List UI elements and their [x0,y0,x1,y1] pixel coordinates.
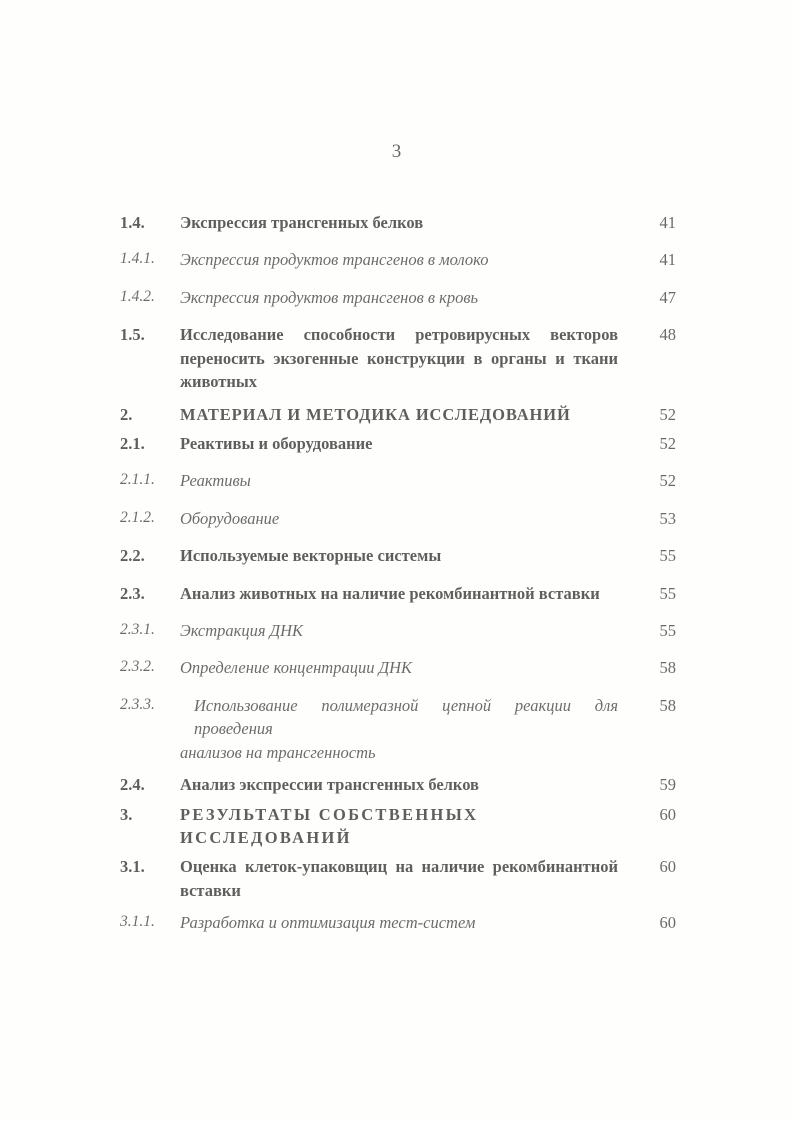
toc-entry-body [180,619,676,642]
toc-entry-body [180,773,676,796]
toc-entry-page: 41 [659,250,676,270]
toc-entry-title: Анализ экспрессии трансгенных белков [180,775,479,795]
toc-entry-page: 52 [659,433,676,453]
toc-entry-page: 60 [659,857,676,877]
toc-entry-page: 59 [659,775,676,795]
toc-entry-number: 1.4. [120,213,145,232]
toc-entry[interactable] [120,507,676,530]
toc-entry[interactable] [120,323,676,393]
toc-entry-number: 2.2. [120,546,145,566]
toc-entry-page: 55 [659,546,676,566]
toc-entry-body [180,323,676,393]
toc-entry-page: 52 [659,471,676,491]
toc-entry[interactable] [120,656,676,679]
toc-entry-body [180,694,676,764]
row-spacer [120,902,676,911]
toc-entry-page: 55 [659,621,676,641]
row-spacer [120,493,676,507]
toc-entry-title: Анализ животных на наличие рекомбинантной вставки [180,583,600,603]
toc-entry-title: Реактивы и оборудование [180,433,373,453]
toc-entry[interactable] [120,619,676,642]
toc-entry-title-line: Оценка клеток-упаковщиц на наличие рекомбинантной [180,857,618,877]
toc-entry-title [180,694,676,764]
row-spacer [120,309,676,323]
toc-entry-title-line: переносить экзогенные конструкции в органы и ткани [180,348,618,368]
toc-entry-title-line: Исследование способности ретровирусных векторов [180,325,618,345]
toc-entry-number: 2.3.3. [120,695,155,713]
toc-entry-title: Экспрессия продуктов трансгенов в молоко [180,250,489,270]
toc-entry[interactable] [120,582,676,605]
toc-entry-body [180,286,676,309]
toc-entry-number: 2.1.2. [120,508,155,526]
toc-entry-title: РЕЗУЛЬТАТЫ СОБСТВЕННЫХ ИССЛЕДОВАНИЙ [180,804,479,848]
toc-entry-page: 41 [659,213,676,232]
toc-entry-title: МАТЕРИАЛ И МЕТОДИКА ИССЛЕДОВАНИЙ [180,404,571,424]
toc-entry-number: 3.1.1. [120,913,155,931]
toc-entry-number: 2.1.1. [120,471,155,489]
toc-entry-title: Экстракция ДНК [180,621,304,641]
toc-entry-page: 60 [659,804,676,824]
toc-entry-body [180,582,676,605]
toc-entry[interactable] [120,432,676,455]
toc-entry-body [180,507,676,530]
toc-entry-page: 53 [659,508,676,528]
toc-entry-body [180,803,676,850]
toc-entry-number: 3.1. [120,857,145,877]
row-spacer [120,455,676,469]
toc-entry-number: 2. [120,404,133,424]
toc-entry-title-line: животных [180,372,258,392]
toc-entry[interactable] [120,248,676,271]
toc-entry-title-line: Использование полимеразной цепной реакции для проведения [194,695,618,739]
toc-entry-body [180,432,676,455]
toc-entry[interactable] [120,694,676,764]
toc-entry-page: 52 [659,404,676,424]
toc-entry-number: 1.4.2. [120,287,155,305]
toc-entry[interactable] [120,469,676,492]
toc-entry-number: 2.3.1. [120,621,155,639]
toc-entry-page: 58 [659,658,676,678]
row-spacer [120,568,676,582]
row-spacer [120,234,676,248]
toc-entry[interactable] [120,544,676,567]
row-spacer [120,642,676,656]
page-folio-number: 3 [391,141,402,162]
toc-entry[interactable] [120,773,676,796]
toc-entry-title: Реактивы [180,471,251,491]
toc-entry-number: 3. [120,804,133,824]
toc-entry[interactable] [120,286,676,309]
toc-entry-title: Используемые векторные системы [180,546,442,566]
toc-entry-title: Экспрессия трансгенных белков [180,213,424,232]
toc-entry[interactable] [120,855,676,902]
toc-entry-body [180,656,676,679]
toc-entry-number: 2.3.2. [120,658,155,676]
toc-entry-title: Разработка и оптимизация тест-систем [180,913,476,933]
toc-entry-title-line: анализов на трансгенность [180,742,376,762]
toc-entry[interactable] [120,211,676,234]
toc-entry-body [180,469,676,492]
row-spacer [120,394,676,403]
toc-entry-number: 2.1. [120,433,145,453]
toc-entry-title: Оборудование [180,508,280,528]
toc-entry-page: 48 [659,325,676,345]
toc-entry-title-line: вставки [180,880,241,900]
toc-entry-body [180,544,676,567]
row-spacer [120,764,676,773]
row-spacer [120,530,676,544]
toc-entry-title: Экспрессия продуктов трансгенов в кровь [180,287,479,307]
toc-entry-number: 2.4. [120,775,145,795]
toc-entry-body [180,211,676,234]
toc-entry-body [180,911,676,934]
toc-entry-title [180,855,676,902]
toc-entry-page: 60 [659,913,676,933]
toc-entry-body [180,248,676,271]
toc-entry-body [180,403,676,426]
toc-entry-page: 47 [659,287,676,307]
toc-entry-number: 1.5. [120,325,145,345]
toc-entry[interactable] [120,403,676,426]
toc-entry-page: 58 [659,695,676,715]
row-spacer [120,680,676,694]
toc-entry-body [180,855,676,902]
toc-entry-number: 1.4.1. [120,250,155,268]
row-spacer [120,272,676,286]
toc-entry-title: Определение концентрации ДНК [180,658,412,678]
toc-entry[interactable] [120,803,676,850]
toc-entry-page: 55 [659,583,676,603]
row-spacer [120,605,676,619]
toc-entry-number: 2.3. [120,583,145,603]
toc-entry-title [180,323,676,393]
table-of-contents [120,211,676,935]
toc-entry[interactable] [120,911,676,934]
